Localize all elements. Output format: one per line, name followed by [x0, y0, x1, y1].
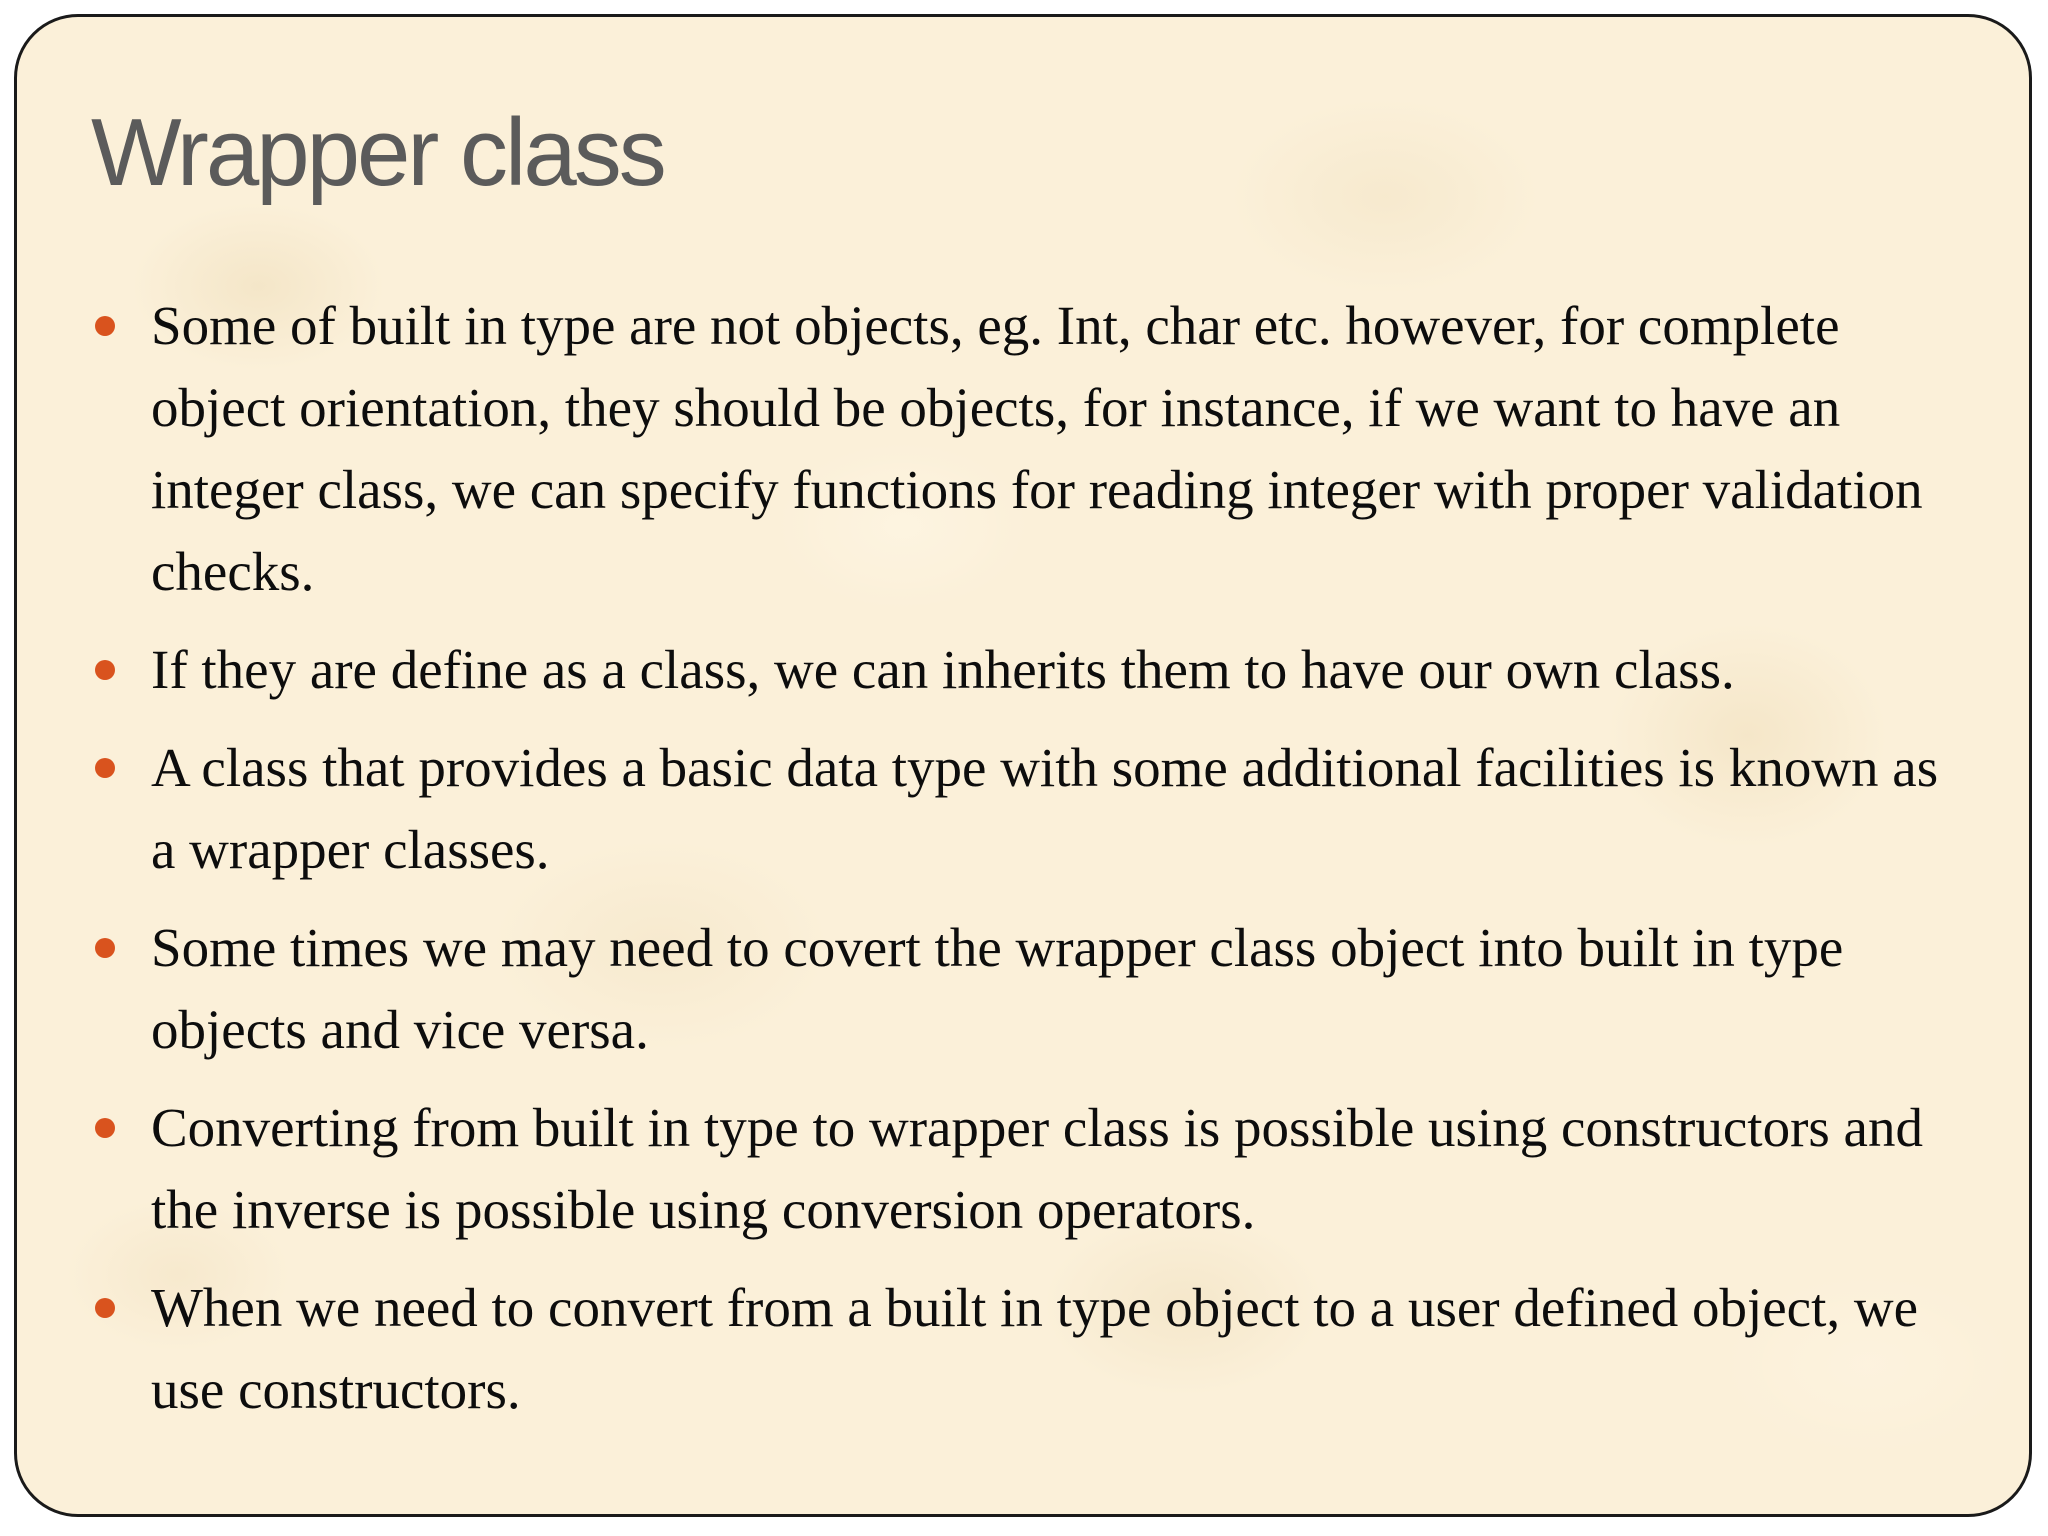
bullet-dot-icon	[95, 1118, 115, 1138]
bullet-text: Some of built in type are not objects, eg. Int, char etc. however, for complete object orientation, they should be objects, for instance, if we want to have an integer class, we can specify functions for reading integer with proper validation checks.	[151, 295, 1923, 602]
bullet-text: A class that provides a basic data type with some additional facilities is known as a wrapper classes.	[151, 737, 1939, 880]
bullet-text: When we need to convert from a built in type object to a user defined object, we use constructors.	[151, 1277, 1919, 1420]
bullet-dot-icon	[95, 758, 115, 778]
bullet-dot-icon	[95, 1298, 115, 1318]
bullet-dot-icon	[95, 938, 115, 958]
list-item	[95, 907, 1975, 1071]
bullet-dot-icon	[95, 660, 115, 680]
list-item	[95, 1267, 1975, 1431]
slide	[14, 14, 2032, 1517]
bullet-text: Converting from built in type to wrapper class is possible using constructors and the inverse is possible using conversion operators.	[151, 1097, 1923, 1240]
list-item	[95, 285, 1975, 613]
bullet-list	[95, 285, 1975, 1447]
list-item	[95, 727, 1975, 891]
list-item	[95, 629, 1975, 711]
list-item	[95, 1087, 1975, 1251]
bullet-dot-icon	[95, 316, 115, 336]
bullet-text: Some times we may need to covert the wrapper class object into built in type objects and vice versa.	[151, 917, 1844, 1060]
bullet-text: If they are define as a class, we can inherits them to have our own class.	[151, 639, 1735, 700]
slide-title: Wrapper class	[91, 99, 664, 206]
